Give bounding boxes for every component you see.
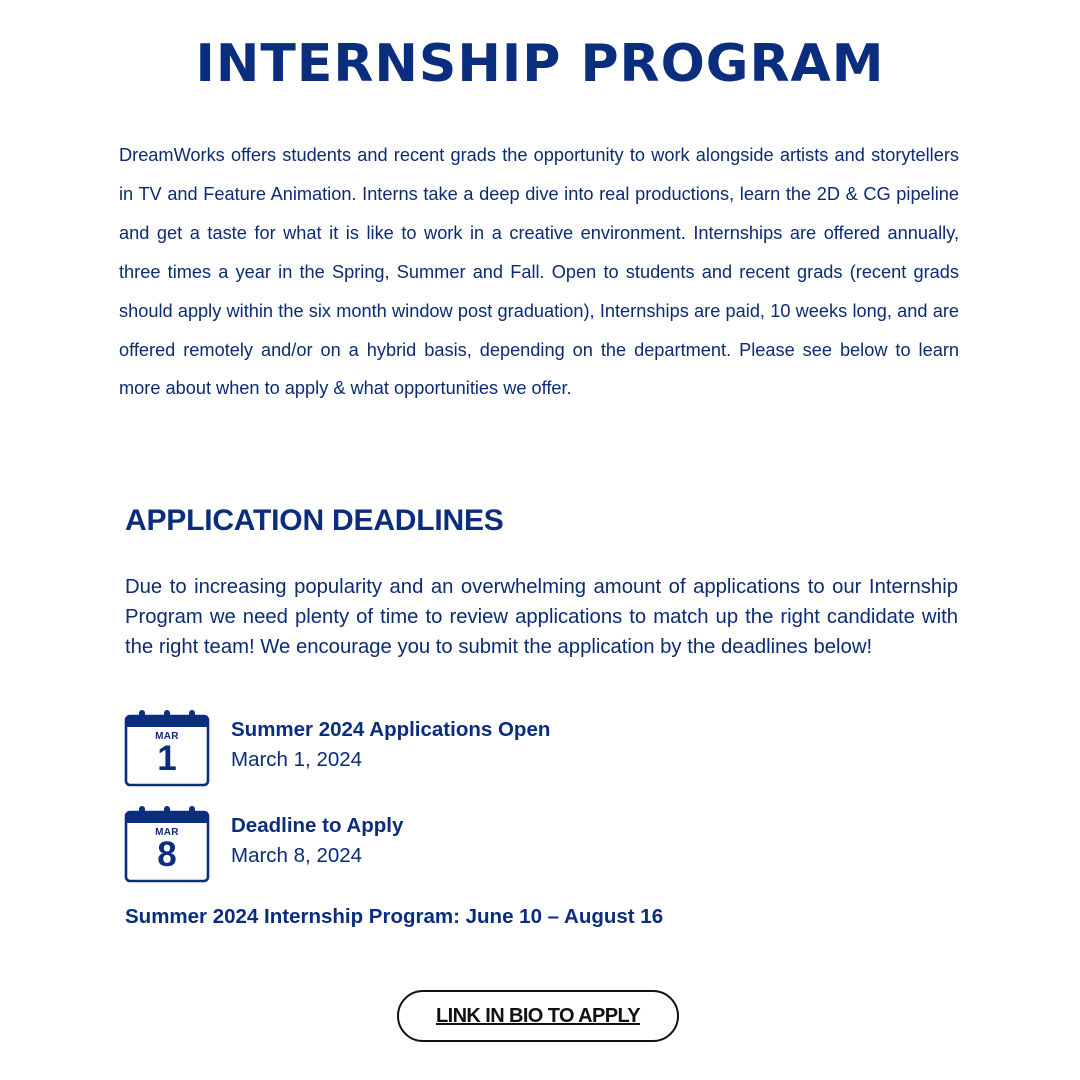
intro-paragraph: DreamWorks offers students and recent grads the opportunity to work alongside artists and storytellers in TV and Feature Animation. Interns take a deep dive into real productions, learn the 2D & CG pipeline and get a taste for what it is like to work in a creative environment. Internships are offered annually, three times a year in the Spring, Summer and Fall. Open to students and recent grads (recent grads should apply within the six month window post graduation), Internships are paid, 10 weeks long, and are offered remotely and/or on a hybrid basis, depending on the department. Please see below to learn more about when to apply & what opportunities we offer. <box>119 145 959 399</box>
calendar-icon <box>124 710 210 786</box>
deadline-item-date: March 1, 2024 <box>231 748 363 771</box>
calendar-icon <box>124 806 210 882</box>
apply-link-label: LINK IN BIO TO APPLY <box>436 1004 640 1027</box>
deadlines-intro-paragraph: Due to increasing popularity and an overwhelming amount of applications to our Internship Program we need plenty of time to review applications to match up the right candidate with the right team! We encourage you to submit the application by the deadlines below! <box>125 576 958 658</box>
deadline-item-applications-open <box>124 710 824 786</box>
calendar-day: 1 <box>157 739 177 778</box>
deadline-item-title: Summer 2024 Applications Open <box>231 718 551 741</box>
calendar-month: MAR <box>155 827 179 838</box>
apply-link-button[interactable] <box>397 990 679 1042</box>
calendar-day: 8 <box>157 835 177 874</box>
page-title: INTERNSHIP PROGRAM <box>195 34 885 94</box>
calendar-month: MAR <box>155 731 179 742</box>
program-dates: Summer 2024 Internship Program: June 10 – August 16 <box>125 905 664 928</box>
deadline-item-title: Deadline to Apply <box>231 814 404 837</box>
section-heading-deadlines: APPLICATION DEADLINES <box>125 504 504 537</box>
deadline-item-date: March 8, 2024 <box>231 844 363 867</box>
deadline-item-deadline-to-apply <box>124 806 824 882</box>
